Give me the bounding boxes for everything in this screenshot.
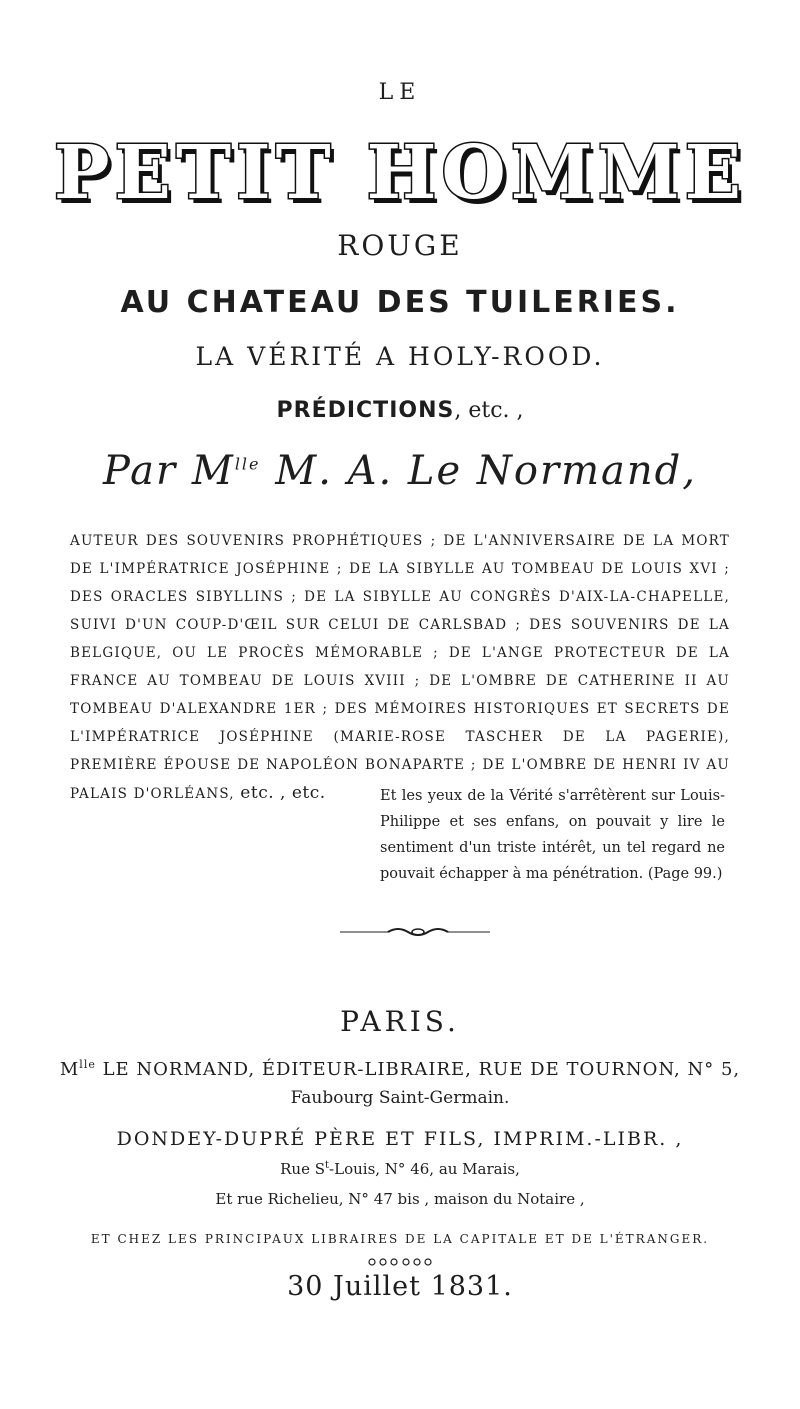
- epigraph-quote: Et les yeux de la Vérité s'arrêtèrent sur Louis-Philippe et ses enfans, on pouvait y lire le sentiment d'un triste intérêt, un tel regard ne pouvait échapper à ma pénétration. (Page 99.): [380, 788, 725, 882]
- divider-ornament: [340, 924, 490, 940]
- publisher-faubourg: Faubourg Saint-Germain.: [290, 1088, 510, 1108]
- works-etc: etc. , etc.: [240, 783, 326, 803]
- printer-address-2: Et rue Richelieu, N° 47 bis , maison du Notaire ,: [215, 1190, 585, 1208]
- predictions-word: PRÉDICTIONS: [276, 398, 455, 423]
- title-rouge: ROUGE: [337, 229, 463, 262]
- printer-line: DONDEY-DUPRÉ PÈRE ET FILS, IMPRIM.-LIBR. ,: [116, 1128, 684, 1150]
- author-works-description: [70, 527, 730, 808]
- author-prefix: Par M: [103, 448, 235, 494]
- author-name: M. A. Le Normand,: [260, 448, 697, 494]
- subtitle-verite: LA VÉRITÉ A HOLY-ROOD.: [195, 342, 605, 371]
- predictions-etc: , etc. ,: [454, 398, 524, 423]
- publisher-name: LE NORMAND, ÉDITEUR-LIBRAIRE, RUE DE TOURNON, N° 5,: [95, 1059, 741, 1080]
- booksellers-line: ET CHEZ LES PRINCIPAUX LIBRAIRES DE LA CAPITALE ET DE L'ÉTRANGER.: [90, 1232, 710, 1246]
- small-ornament: [365, 1258, 435, 1266]
- address1-rest: -Louis, N° 46, au Marais,: [329, 1160, 520, 1178]
- publisher-sup: lle: [79, 1058, 96, 1071]
- imprint-city: PARIS.: [340, 1005, 460, 1038]
- main-title: PETIT HOMME: [53, 130, 747, 216]
- publisher-prefix: M: [59, 1059, 80, 1080]
- publisher-line: [0, 1058, 800, 1080]
- subtitle-chateau: AU CHATEAU DES TUILERIES.: [120, 285, 680, 320]
- address1-sup: t: [325, 1160, 330, 1171]
- publication-date: 30 Juillet 1831.: [287, 1271, 513, 1302]
- author-line: [0, 448, 800, 494]
- address1-prefix: Rue S: [280, 1160, 326, 1178]
- author-sup: lle: [234, 454, 261, 474]
- title-article: LE: [378, 80, 422, 105]
- predictions-line: [0, 398, 800, 423]
- works-list: AUTEUR DES SOUVENIRS PROPHÉTIQUES ; DE L'ANNIVERSAIRE DE LA MORT DE L'IMPÉRATRICE JOSÉPHINE ; DE LA SIBYLLE AU TOMBEAU DE LOUIS XVI ; DES ORACLES SIBYLLINS ; DE LA SIBYLLE AU CONGRÈS D'AIX-LA-CHAPELLE, SUIVI D'UN COUP-D'ŒIL SUR CELUI DE CARLSBAD ; DES SOUVENIRS DE LA BELGIQUE, OU LE PROCÈS MÉMORABLE ; DE L'ANGE PROTECTEUR DE LA FRANCE AU TOMBEAU DE LOUIS XVIII ; DE L'OMBRE DE CATHERINE II AU TOMBEAU D'ALEXANDRE 1ER ; DES MÉMOIRES HISTORIQUES ET SECRETS DE L'IMPÉRATRICE JOSÉPHINE (MARIE-ROSE TASCHER DE LA PAGERIE), PREMIÈRE ÉPOUSE DE NAPOLÉON BONAPARTE ; DE L'OMBRE DE HENRI IV AU PALAIS D'ORLÉANS,: [70, 533, 730, 802]
- printer-address-1: [0, 1160, 800, 1178]
